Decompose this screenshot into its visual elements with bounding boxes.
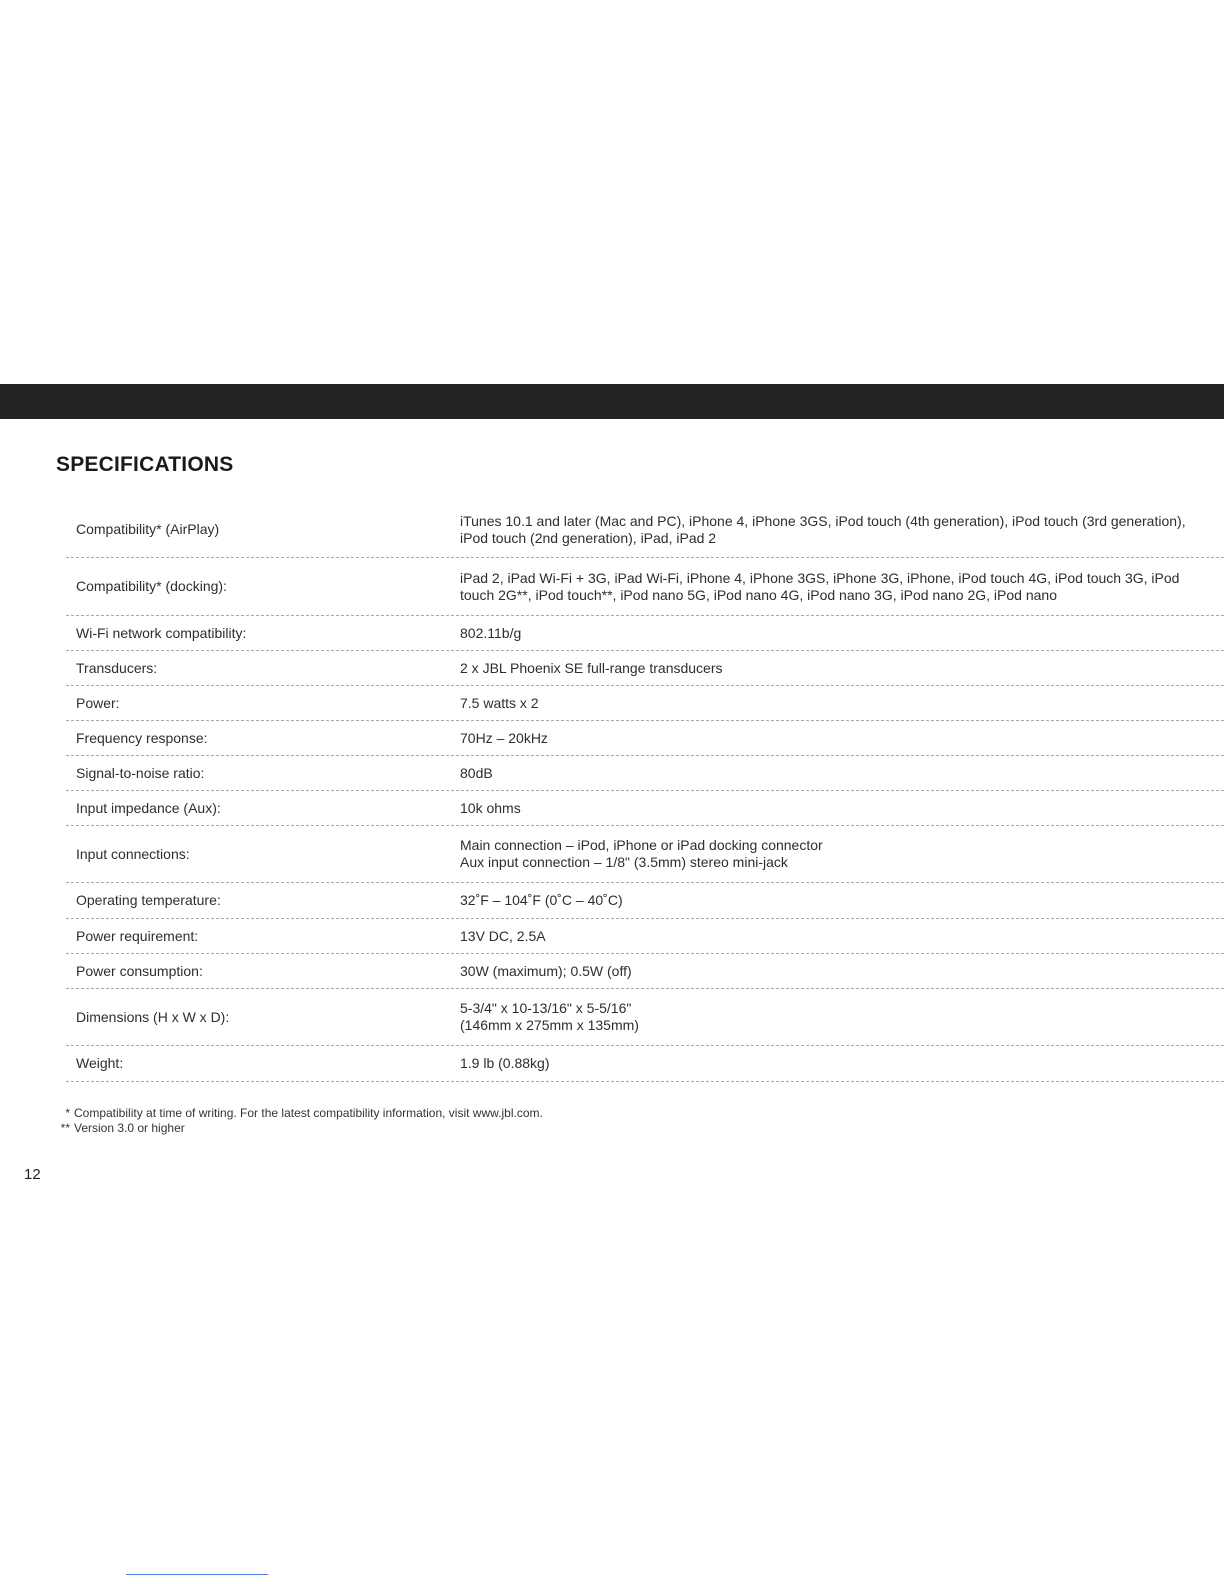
- spec-row: [66, 954, 1224, 989]
- spec-row: [66, 883, 1224, 919]
- spec-label: Compatibility* (docking):: [76, 578, 227, 594]
- spec-row: [66, 651, 1224, 686]
- spec-label: Wi-Fi network compatibility:: [76, 624, 247, 641]
- spec-label: Operating temperature:: [76, 892, 221, 908]
- spec-value-line: iTunes 10.1 and later (Mac and PC), iPhone 4, iPhone 3GS, iPod touch (4th generation), iPod touch (3rd generation),: [460, 512, 1186, 529]
- bottom-divider: [126, 1574, 268, 1575]
- spec-value-line: 802.11b/g: [460, 624, 522, 641]
- footnote-mark: **: [60, 1121, 70, 1135]
- spec-label: Input impedance (Aux):: [76, 799, 221, 816]
- spec-value-line: 32˚F – 104˚F (0˚C – 40˚C): [460, 892, 623, 908]
- spec-value: [460, 570, 1224, 604]
- spec-value: [460, 1055, 1224, 1072]
- spec-value-line: 7.5 watts x 2: [460, 694, 539, 711]
- spec-row: [66, 686, 1224, 721]
- spec-value: [460, 765, 1224, 782]
- spec-label: Power:: [76, 694, 120, 711]
- spec-label: Signal-to-noise ratio:: [76, 764, 205, 781]
- spec-row: [66, 756, 1224, 791]
- spec-value-line: Main connection – iPod, iPhone or iPad docking connector: [460, 837, 823, 853]
- footnotes: [56, 1106, 543, 1136]
- spec-value: [460, 800, 1224, 817]
- spec-value-line: 10k ohms: [460, 799, 521, 816]
- spec-row: [66, 721, 1224, 756]
- spec-value: [460, 837, 1224, 871]
- footnote-text: Version 3.0 or higher: [74, 1121, 185, 1135]
- spec-label: Dimensions (H x W x D):: [76, 1008, 230, 1025]
- section-title: SPECIFICATIONS: [56, 453, 234, 476]
- spec-label: Frequency response:: [76, 729, 208, 746]
- spec-value: [460, 513, 1224, 547]
- spec-row: [66, 558, 1224, 616]
- spec-value: [460, 1000, 1224, 1034]
- footnote: [56, 1106, 543, 1121]
- spec-label: Compatibility* (AirPlay): [76, 521, 220, 537]
- page-number: 12: [24, 1166, 41, 1183]
- spec-label: Transducers:: [76, 659, 158, 676]
- spec-value-line: 5-3/4" x 10-13/16" x 5-5/16": [460, 1000, 632, 1016]
- spec-value-line: 70Hz – 20kHz: [460, 729, 548, 746]
- spec-value: [460, 730, 1224, 747]
- spec-row: [66, 502, 1224, 558]
- spec-label: Weight:: [76, 1055, 124, 1071]
- spec-value-line: 80dB: [460, 764, 493, 781]
- spec-value: [460, 625, 1224, 642]
- footnote: [56, 1121, 543, 1136]
- spec-label: Power requirement:: [76, 927, 199, 944]
- header-band: [0, 384, 1224, 419]
- spec-label: Power consumption:: [76, 962, 203, 979]
- spec-value: [460, 963, 1224, 980]
- spec-value: [460, 695, 1224, 712]
- spec-value-line: 2 x JBL Phoenix SE full-range transducers: [460, 659, 723, 676]
- spec-row: [66, 919, 1224, 954]
- spec-value-line: iPad 2, iPad Wi-Fi + 3G, iPad Wi-Fi, iPhone 4, iPhone 3GS, iPhone 3G, iPhone, iPod touch 4G, iPod touch 3G, iPod: [460, 569, 1180, 586]
- spec-value-line: Aux input connection – 1/8" (3.5mm) stereo mini-jack: [460, 854, 788, 870]
- spec-value-line: iPod touch (2nd generation), iPad, iPad 2: [460, 529, 717, 546]
- spec-value: [460, 892, 1224, 909]
- spec-row: [66, 989, 1224, 1046]
- spec-table: [66, 502, 1224, 1082]
- spec-row: [66, 826, 1224, 883]
- spec-value: [460, 660, 1224, 677]
- spec-row: [66, 791, 1224, 826]
- spec-value-line: 30W (maximum); 0.5W (off): [460, 962, 632, 979]
- spec-value-line: 13V DC, 2.5A: [460, 927, 546, 944]
- footnote-mark: *: [65, 1106, 70, 1120]
- footnote-text: Compatibility at time of writing. For the latest compatibility information, visit www.jbl.com.: [74, 1106, 543, 1120]
- spec-value-line: touch 2G**, iPod touch**, iPod nano 5G, iPod nano 4G, iPod nano 3G, iPod nano 2G, iPod nano: [460, 586, 1057, 603]
- spec-value-line: 1.9 lb (0.88kg): [460, 1055, 550, 1071]
- spec-value-line: (146mm x 275mm x 135mm): [460, 1017, 639, 1033]
- spec-value: [460, 928, 1224, 945]
- spec-row: [66, 616, 1224, 651]
- spec-label: Input connections:: [76, 845, 190, 862]
- spec-row: [66, 1046, 1224, 1082]
